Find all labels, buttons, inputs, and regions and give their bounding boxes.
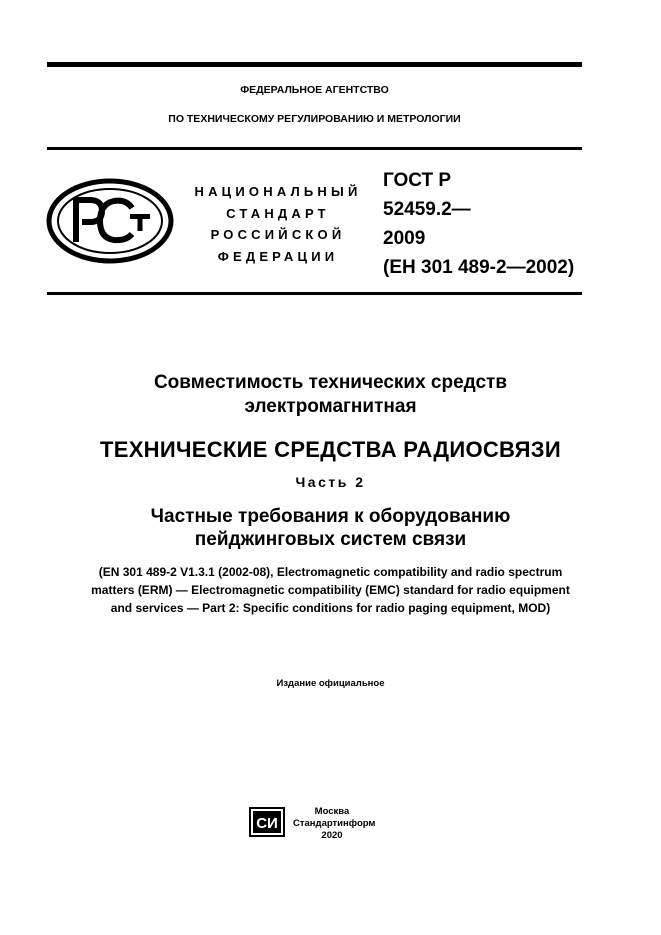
- top-rule: [47, 62, 582, 67]
- publisher-city: Москва: [314, 806, 350, 817]
- designation-line2: 52459.2—: [383, 199, 471, 220]
- english-line2: matters (ERM) — Electromagnetic compatibility (EMC) standard for radio equipment: [91, 583, 570, 597]
- title-line2: электромагнитная: [244, 396, 417, 417]
- title-block-rule: [47, 292, 582, 295]
- standard-type-line1: НАЦИОНАЛЬНЫЙ: [194, 184, 362, 199]
- main-title: ТЕХНИЧЕСКИЕ СРЕДСТВА РАДИОСВЯЗИ: [100, 437, 561, 462]
- part-title: [20, 505, 641, 551]
- standard-designation: [383, 166, 574, 282]
- title-line1: Совместимость технических средств: [153, 372, 508, 393]
- english-line3: and services — Part 2: Specific conditions for radio paging equipment, MOD): [110, 601, 551, 615]
- standard-type-line3: РОССИЙСКОЙ: [210, 227, 346, 242]
- designation-line1: ГОСТ Р: [383, 170, 452, 191]
- agency-name-line2: ПО ТЕХНИЧЕСКОМУ РЕГУЛИРОВАНИЮ И МЕТРОЛОГИИ: [168, 113, 461, 125]
- part-title-line2: пейджинговых систем связи: [194, 529, 467, 550]
- publisher-logo-text: СИ: [256, 815, 278, 832]
- rst-certification-logo: [46, 178, 174, 264]
- part-number: Часть 2: [295, 474, 366, 490]
- publisher-name: Стандартинформ: [293, 818, 376, 829]
- national-standard-block: [188, 181, 368, 267]
- publication-year: 2020: [321, 830, 343, 841]
- standard-type-line4: ФЕДЕРАЦИИ: [217, 248, 339, 264]
- standard-type-line2: СТАНДАРТ: [226, 205, 330, 221]
- designation-line3: 2009: [383, 228, 426, 249]
- header-rule: [47, 147, 582, 150]
- publisher-info: [293, 806, 376, 842]
- title-general: [20, 371, 641, 419]
- english-title: [20, 563, 641, 617]
- publisher-logo: [249, 807, 285, 837]
- english-line1: (EN 301 489-2 V1.3.1 (2002-08), Electromagnetic compatibility and radio spectrum: [98, 565, 563, 579]
- edition-label: Издание официальное: [276, 678, 385, 689]
- agency-name-line1: ФЕДЕРАЛЬНОЕ АГЕНТСТВО: [240, 84, 389, 96]
- designation-line4: (ЕН 301 489-2—2002): [383, 257, 575, 278]
- part-title-line1: Частные требования к оборудованию: [150, 506, 511, 527]
